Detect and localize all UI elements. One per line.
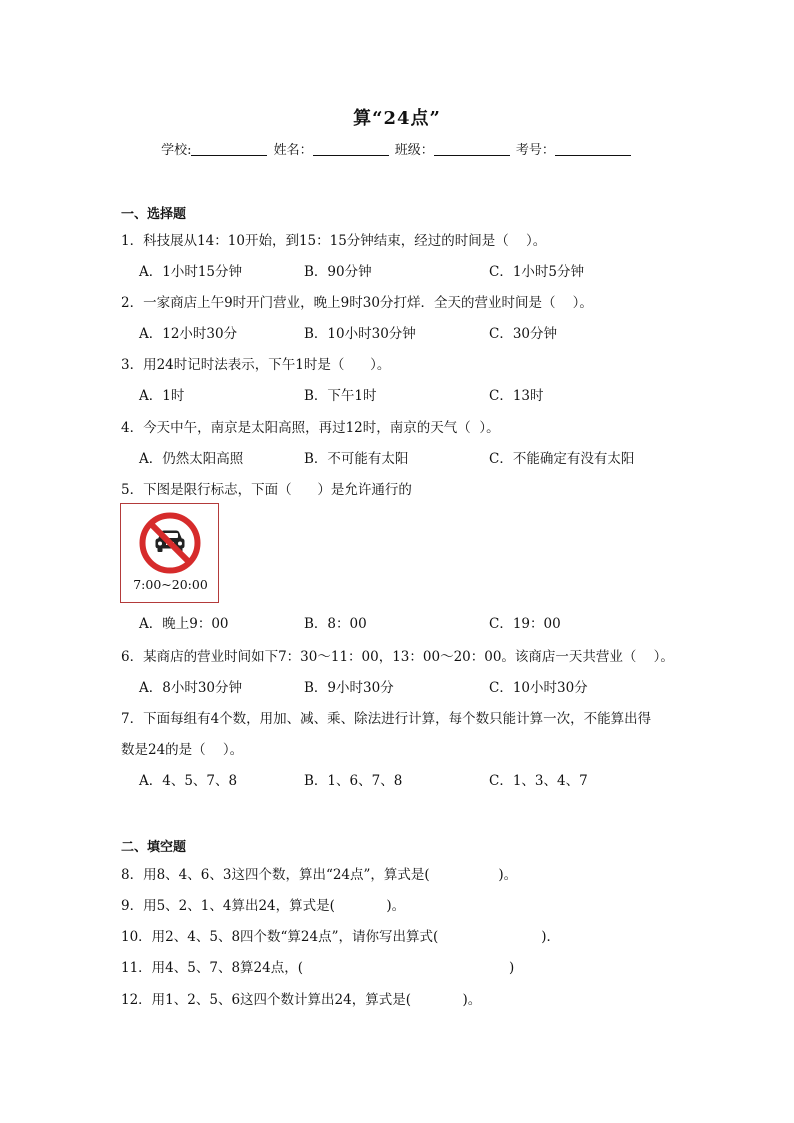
q2-option-a[interactable]: A．12小时30分 bbox=[139, 326, 238, 342]
traffic-restriction-sign bbox=[120, 503, 219, 603]
q7-option-c[interactable]: C．1、3、4、7 bbox=[489, 773, 588, 789]
q4-option-a[interactable]: A．仍然太阳高照 bbox=[139, 451, 244, 467]
name-blank[interactable] bbox=[313, 142, 389, 156]
question-10[interactable]: 10．用2、4、5、8四个数“算24点”，请你写出算式( )． bbox=[121, 929, 561, 945]
question-8[interactable]: 8．用8、4、6、3这四个数，算出“24点”，算式是( )。 bbox=[121, 867, 518, 883]
q3-option-b[interactable]: B．下午1时 bbox=[304, 388, 377, 404]
q6-option-a[interactable]: A．8小时30分钟 bbox=[139, 680, 243, 696]
exam-number-blank[interactable] bbox=[555, 142, 631, 156]
question-4-options bbox=[139, 447, 699, 465]
q7-option-b[interactable]: B．1、6、7、8 bbox=[304, 773, 403, 789]
question-6: 6．某商店的营业时间如下7：30～11：00，13：00～20：00。该商店一天共营业（ ）。 bbox=[121, 649, 674, 665]
question-7: 7．下面每组有4个数，用加、减、乘、除法进行计算，每个数只能计算一次，不能算出得 bbox=[121, 711, 652, 727]
school-label: 学校: bbox=[161, 143, 192, 158]
question-1: 1．科技展从14：10开始，到15：15分钟结束，经过的时间是（ ）。 bbox=[121, 233, 547, 249]
q6-option-b[interactable]: B．9小时30分 bbox=[304, 680, 394, 696]
q5-option-b[interactable]: B．8：00 bbox=[304, 616, 367, 632]
name-label: 姓名： bbox=[273, 143, 313, 158]
q5-option-a[interactable]: A．晚上9：00 bbox=[139, 616, 229, 632]
student-info-line bbox=[0, 139, 794, 158]
sign-time-range: 7:00~20:00 bbox=[133, 577, 208, 592]
class-blank[interactable] bbox=[434, 142, 510, 156]
exam-number-label: 考号： bbox=[515, 143, 555, 158]
q1-option-b[interactable]: B．90分钟 bbox=[304, 264, 372, 280]
q4-option-c[interactable]: C．不能确定有没有太阳 bbox=[489, 451, 635, 467]
question-3-options bbox=[139, 384, 699, 402]
question-12[interactable]: 12．用1、2、5、6这四个数计算出24，算式是( )。 bbox=[121, 992, 482, 1008]
question-5-options bbox=[139, 612, 699, 630]
q2-option-c[interactable]: C．30分钟 bbox=[489, 326, 558, 342]
question-3: 3．用24时记时法表示，下午1时是（ ）。 bbox=[121, 357, 391, 373]
q3-option-a[interactable]: A．1时 bbox=[139, 388, 185, 404]
section-2-title: 二、填空题 bbox=[121, 840, 187, 855]
q5-option-c[interactable]: C．19：00 bbox=[489, 616, 561, 632]
question-5: 5．下图是限行标志，下面（ ）是允许通行的 bbox=[121, 482, 412, 498]
q4-option-b[interactable]: B．不可能有太阳 bbox=[304, 451, 409, 467]
question-2-options bbox=[139, 322, 699, 340]
question-2: 2．一家商店上午9时开门营业，晚上9时30分打烊．全天的营业时间是（ ）。 bbox=[121, 295, 593, 311]
no-car-sign-icon bbox=[139, 512, 201, 574]
section-1-title: 一、选择题 bbox=[121, 207, 187, 222]
question-7-continued: 数是24的是（ ）。 bbox=[121, 742, 244, 758]
question-4: 4．今天中午，南京是太阳高照，再过12时，南京的天气（ ）。 bbox=[121, 420, 500, 436]
q6-option-c[interactable]: C．10小时30分 bbox=[489, 680, 588, 696]
q3-option-c[interactable]: C．13时 bbox=[489, 388, 544, 404]
question-6-options bbox=[139, 676, 699, 694]
question-1-options bbox=[139, 260, 699, 278]
page-title: 算“24点” bbox=[353, 108, 441, 129]
question-9[interactable]: 9．用5、2、1、4算出24，算式是( )。 bbox=[121, 898, 406, 914]
q7-option-a[interactable]: A．4、5、7、8 bbox=[139, 773, 238, 789]
class-label: 班级： bbox=[394, 143, 434, 158]
school-blank[interactable] bbox=[191, 142, 267, 156]
question-11[interactable]: 11．用4、5、7、8算24点，( ) bbox=[121, 960, 515, 976]
q1-option-c[interactable]: C．1小时5分钟 bbox=[489, 264, 585, 280]
q1-option-a[interactable]: A．1小时15分钟 bbox=[139, 264, 243, 280]
q2-option-b[interactable]: B．10小时30分钟 bbox=[304, 326, 416, 342]
question-7-options bbox=[139, 769, 699, 787]
